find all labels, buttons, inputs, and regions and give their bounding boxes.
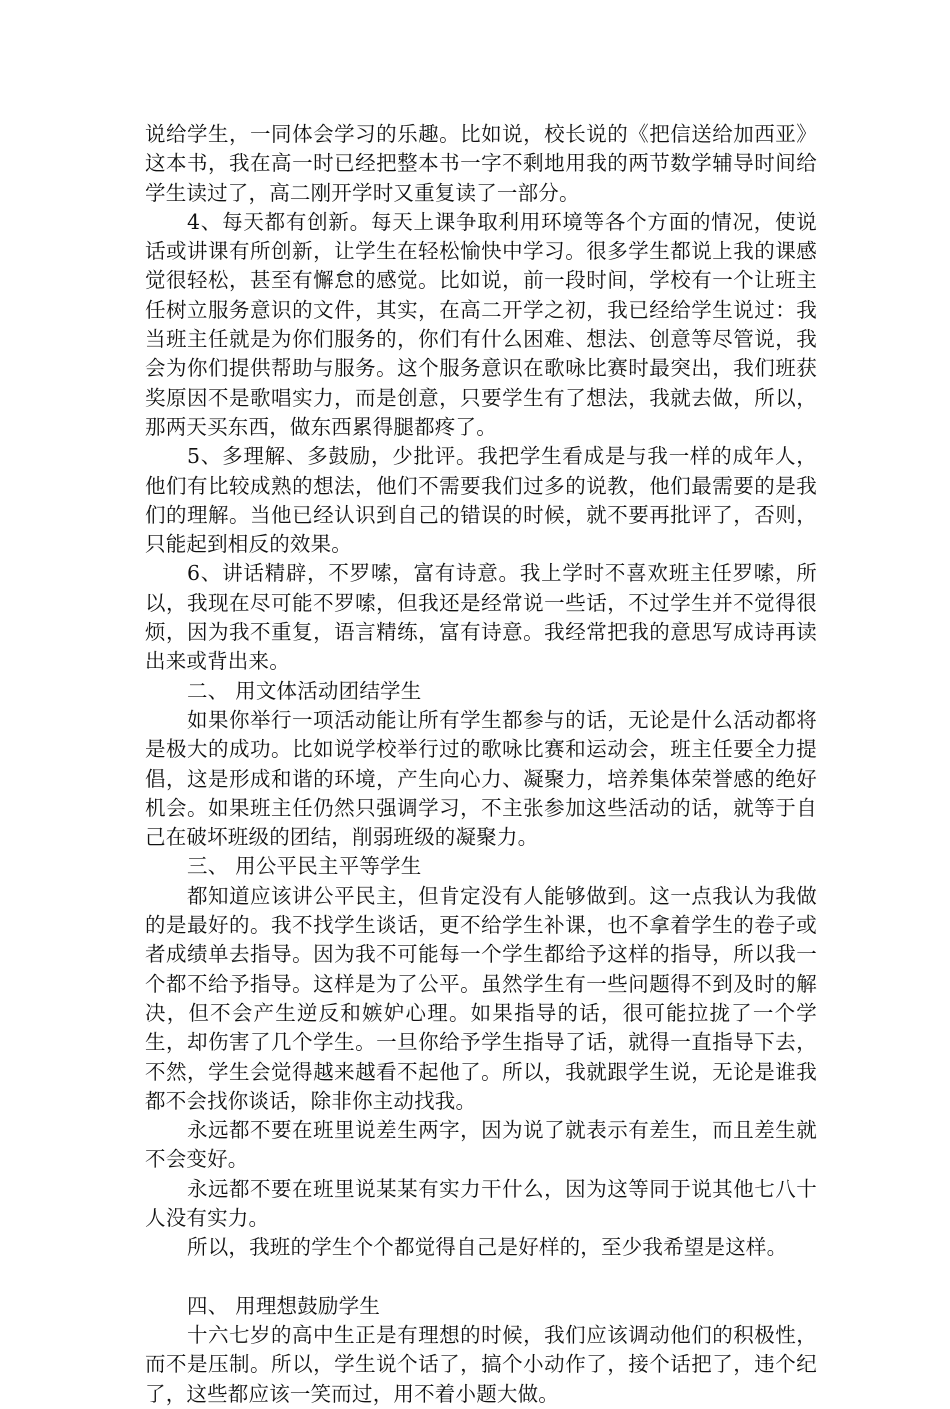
paragraph: 都知道应该讲公平民主，但肯定没有人能够做到。这一点我认为我做的是最好的。我不找学生谈话，更不给学生补课，也不拿着学生的卷子或者成绩单去指导。因为我不可能每一个学生都给予这样的指导，所以我一个都不给予指导。这样是为了公平。虽然学生有一些问题得不到及时的解决，但不会产生逆反和嫉妒心理。如果指导的话，很可能拉拢了一个学生，却伤害了几个学生。一旦你给予学生指导了话，就得一直指导下去，不然，学生会觉得越来越看不起他了。所以，我就跟学生说，无论是谁我都不会找你谈话，除非你主动找我。: [145, 883, 817, 1113]
paragraph-item-6: 6、讲话精辟，不罗嗦，富有诗意。我上学时不喜欢班主任罗嗦，所以，我现在尽可能不罗嗦，但我还是经常说一些话，不过学生并不觉得很烦，因为我不重复，语言精练，富有诗意。我经常把我的意思写成诗再读出来或背出来。: [145, 561, 817, 674]
section-heading-3: 三、 用公平民主平等学生: [187, 854, 422, 879]
paragraph: 如果你举行一项活动能让所有学生都参与的话，无论是什么活动都将是极大的成功。比如说学校举行过的歌咏比赛和运动会，班主任要全力提倡，这是形成和谐的环境，产生向心力、凝聚力，培养集体荣誉感的绝好机会。如果班主任仍然只强调学习，不主张参加这些活动的话，就等于自己在破坏班级的团结，削弱班级的凝聚力。: [145, 707, 817, 850]
paragraph: 所以，我班的学生个个都觉得自己是好样的，至少我希望是这样。: [187, 1235, 788, 1260]
document-body: [145, 120, 817, 1409]
paragraph: 永远都不要在班里说某某有实力干什么，因为这等同于说其他七八十人没有实力。: [145, 1176, 817, 1230]
blank-line: [145, 1263, 817, 1292]
paragraph-item-5: 5、多理解、多鼓励，少批评。我把学生看成是与我一样的成年人，他们有比较成熟的想法，他们不需要我们过多的说教，他们最需要的是我们的理解。当他已经认识到自己的错误的时候，就不要再批评了，否则，只能起到相反的效果。: [145, 444, 817, 557]
section-heading-2: 二、 用文体活动团结学生: [187, 678, 422, 703]
paragraph-item-4: 4、每天都有创新。每天上课争取利用环境等各个方面的情况，使说话或讲课有所创新，让学生在轻松愉快中学习。很多学生都说上我的课感觉很轻松，甚至有懈怠的感觉。比如说，前一段时间，学校有一个让班主任树立服务意识的文件，其实，在高二开学之初，我已经给学生说过：我当班主任就是为你们服务的，你们有什么困难、想法、创意等尽管说，我会为你们提供帮助与服务。这个服务意识在歌咏比赛时最突出，我们班获奖原因不是歌唱实力，而是创意，只要学生有了想法，我就去做，所以，那两天买东西，做东西累得腿都疼了。: [145, 209, 817, 439]
section-heading-4: 四、 用理想鼓励学生: [187, 1293, 381, 1318]
paragraph: 说给学生，一同体会学习的乐趣。比如说，校长说的《把信送给加西亚》这本书，我在高一时已经把整本书一字不剩地用我的两节数学辅导时间给学生读过了，高二刚开学时又重复读了一部分。: [145, 122, 817, 205]
paragraph: 十六七岁的高中生正是有理想的时候，我们应该调动他们的积极性，而不是压制。所以，学生说个话了，搞个小动作了，接个话把了，违个纪了，这些都应该一笑而过，用不着小题大做。: [145, 1323, 817, 1406]
paragraph: 永远都不要在班里说差生两字，因为说了就表示有差生，而且差生就不会变好。: [145, 1118, 817, 1172]
